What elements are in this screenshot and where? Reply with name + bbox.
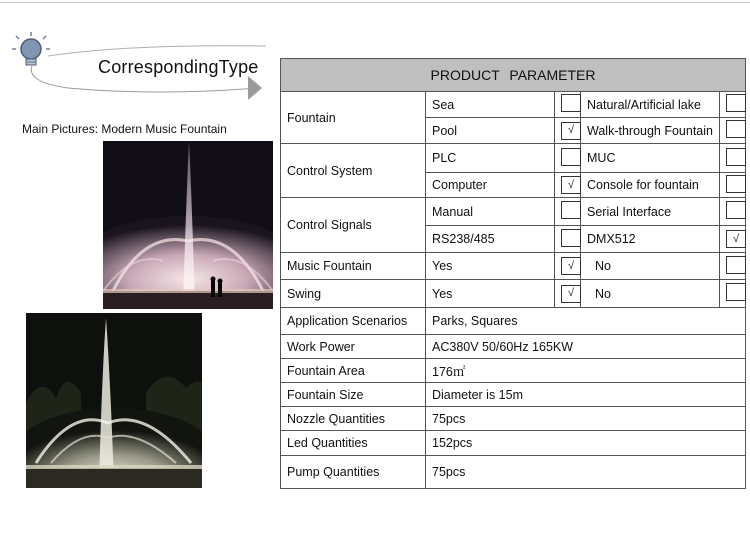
table-row [281, 431, 746, 456]
row-label-fountain-area: Fountain Area [281, 359, 426, 383]
option-computer-checkbox: √ [561, 176, 581, 194]
option-rs-label: RS238/485 [426, 226, 555, 253]
music-yes-checkbox: √ [561, 257, 581, 275]
lightbulb-icon [12, 32, 50, 65]
row-label-control-system: Control System [281, 144, 426, 198]
row-label-nozzle-quantities: Nozzle Quantities [281, 407, 426, 431]
row-value-work-power: AC380V 50/60Hz 165KW [426, 335, 746, 359]
table-row [281, 280, 746, 308]
row-label-pump-quantities: Pump Quantities [281, 456, 426, 489]
table-row [281, 456, 746, 489]
music-no-checkbox [726, 256, 746, 274]
option-muc-label: MUC [581, 144, 720, 173]
table-row [281, 92, 746, 118]
row-value-pump-quantities: 75pcs [426, 456, 746, 489]
row-label-work-power: Work Power [281, 335, 426, 359]
table-row [281, 198, 746, 226]
option-rs-checkbox [561, 229, 581, 247]
music-no-label: No [581, 253, 720, 280]
option-serial-label: Serial Interface [581, 198, 720, 226]
swing-yes-checkbox: √ [561, 285, 581, 303]
music-yes-label: Yes [426, 253, 555, 280]
option-sea-label: Sea [426, 92, 555, 118]
option-muc-checkbox [726, 148, 746, 166]
option-plc-label: PLC [426, 144, 555, 173]
option-pool-label: Pool [426, 118, 555, 144]
page-title: CorrespondingType [98, 57, 259, 77]
option-dmx-label: DMX512 [581, 226, 720, 253]
option-manual-label: Manual [426, 198, 555, 226]
option-sea-checkbox [561, 94, 581, 112]
row-label-fountain: Fountain [281, 92, 426, 144]
main-pictures-label: Main Pictures: Modern Music Fountain [22, 122, 227, 136]
product-parameter-table [280, 58, 746, 489]
option-console-label: Console for fountain [581, 173, 720, 198]
row-value-application-scenarios: Parks, Squares [426, 308, 746, 335]
swing-yes-label: Yes [426, 280, 555, 308]
fountain-photo-secondary [26, 313, 202, 488]
option-pool-checkbox: √ [561, 122, 581, 140]
table-row [281, 308, 746, 335]
table-title: PRODUCT PARAMETER [281, 59, 746, 92]
row-label-led-quantities: Led Quantities [281, 431, 426, 456]
option-console-checkbox [726, 175, 746, 193]
row-value-fountain-size: Diameter is 15m [426, 383, 746, 407]
row-label-fountain-size: Fountain Size [281, 383, 426, 407]
row-value-nozzle-quantities: 75pcs [426, 407, 746, 431]
table-row [281, 407, 746, 431]
top-divider [0, 2, 750, 3]
option-plc-checkbox [561, 148, 581, 166]
swing-no-label: No [581, 280, 720, 308]
fountain-photo-main [103, 141, 273, 309]
table-row [281, 144, 746, 173]
swing-no-checkbox [726, 283, 746, 301]
row-label-control-signals: Control Signals [281, 198, 426, 253]
option-lake-checkbox [726, 94, 746, 112]
table-row [281, 383, 746, 407]
option-manual-checkbox [561, 201, 581, 219]
row-label-application-scenarios: Application Scenarios [281, 308, 426, 335]
row-label-music-fountain: Music Fountain [281, 253, 426, 280]
row-value-led-quantities: 152pcs [426, 431, 746, 456]
option-computer-label: Computer [426, 173, 555, 198]
table-row [281, 253, 746, 280]
option-walk-label: Walk-through Fountain [581, 118, 720, 144]
row-label-swing: Swing [281, 280, 426, 308]
option-serial-checkbox [726, 201, 746, 219]
option-walk-checkbox [726, 120, 746, 138]
table-row [281, 359, 746, 383]
option-lake-label: Natural/Artificial lake [581, 92, 720, 118]
table-row [281, 335, 746, 359]
option-dmx-checkbox: √ [726, 230, 746, 248]
row-value-fountain-area: 176㎡ [426, 359, 746, 383]
